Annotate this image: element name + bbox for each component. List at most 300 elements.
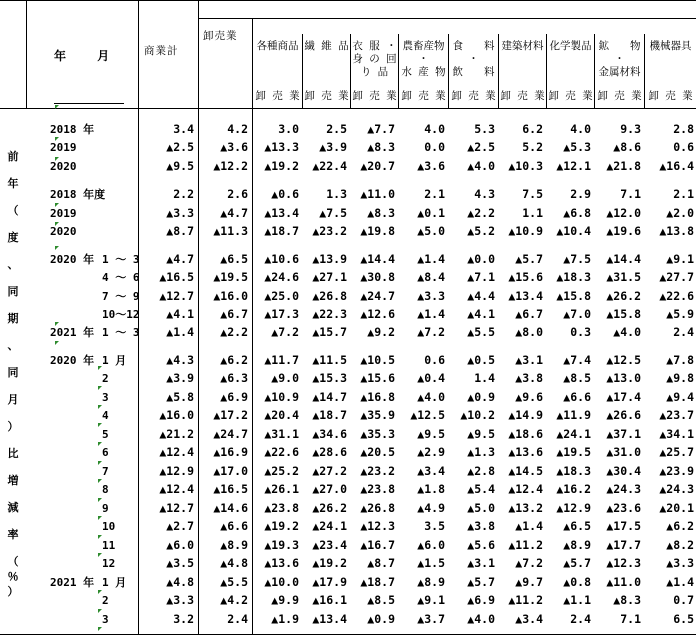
table-cell: ▲27.1 [312,270,347,284]
table-cell: 3.0 [278,122,299,136]
table-cell: ▲1.9 [271,612,299,626]
cell-marker-icon [98,609,102,613]
year-month-underline [54,103,124,104]
table-cell: ▲6.8 [563,206,591,220]
table-cell: ▲8.3 [613,593,641,607]
side-label-char: 、 [7,258,19,271]
table-cell: ▲6.2 [666,519,694,533]
table-cell: ▲3.3 [166,593,194,607]
col-header-4-top: 食 料 ・ 飲 料 [452,40,495,78]
table-cell: ▲24.6 [264,270,299,284]
table-cell: ▲17.0 [213,464,248,478]
table-cell: 3.5 [424,519,445,533]
table-cell: ▲6.5 [563,519,591,533]
table-cell: ▲10.3 [508,159,543,173]
table-cell: ▲23.2 [312,224,347,238]
table-cell: ▲5.7 [515,252,543,266]
row-period-label: 8 [102,483,109,496]
table-cell: ▲5.5 [467,325,495,339]
col-header-0-top: 各種商品 [256,40,299,52]
total-col-border [198,0,199,634]
table-cell: ▲8.5 [367,593,395,607]
table-cell: ▲23.8 [264,501,299,515]
table-cell: ▲20.1 [659,501,694,515]
table-cell: ▲10.6 [264,252,299,266]
table-cell: ▲3.6 [220,140,248,154]
table-cell: ▲0.8 [563,575,591,589]
col-header-3-top: 農畜産物 ・ 水 産 物 [401,40,446,78]
cell-marker-icon [98,553,102,557]
table-cell: ▲14.6 [213,501,248,515]
table-cell: ▲13.6 [264,556,299,570]
table-cell: ▲23.2 [360,464,395,478]
year-month-header: 年 月 [54,49,114,63]
table-cell: ▲8.9 [417,575,445,589]
col-header-3-bottom: 卸 売 業 [401,90,446,102]
cell-marker-icon [98,498,102,502]
table-cell: ▲5.3 [563,140,591,154]
cell-marker-icon [55,322,59,326]
table-cell: ▲9.4 [666,390,694,404]
table-cell: ▲16.0 [213,289,248,303]
table-cell: ▲15.8 [606,307,641,321]
table-cell: ▲11.5 [312,353,347,367]
table-cell: ▲16.5 [159,270,194,284]
table-cell: ▲19.5 [556,445,591,459]
row-period-label: 1 月 [102,354,127,367]
table-cell: ▲20.5 [360,445,395,459]
row-period-label: 9 [102,502,109,515]
table-cell: ▲27.0 [312,482,347,496]
col-header-8-top: 機械器具 [649,40,692,52]
table-cell: ▲37.1 [606,427,641,441]
table-cell: ▲12.3 [360,519,395,533]
table-cell: ▲9.1 [417,593,445,607]
table-cell: ▲13.3 [264,140,299,154]
table-cell: ▲15.3 [312,371,347,385]
table-cell: ▲23.9 [659,464,694,478]
table-cell: ▲0.0 [467,252,495,266]
table-cell: 1.1 [522,206,543,220]
table-cell: ▲31.5 [606,270,641,284]
col-header-1-top: 繊 維 品 [304,40,349,52]
row-year-label: 2020 [50,225,77,238]
table-cell: ▲18.7 [360,575,395,589]
table-top-border [0,0,696,1]
table-cell: ▲30.4 [606,464,641,478]
table-cell: ▲22.6 [659,289,694,303]
table-cell: 2.1 [673,187,694,201]
table-cell: ▲15.8 [556,289,591,303]
table-cell: ▲21.2 [159,427,194,441]
table-cell: ▲9.5 [467,427,495,441]
table-cell: 1.3 [326,187,347,201]
table-cell: ▲2.5 [166,140,194,154]
row-period-label: 10 [102,520,116,533]
table-cell: ▲35.3 [360,427,395,441]
table-cell: ▲3.1 [515,353,543,367]
row-period-label: 1 月 [102,576,127,589]
table-cell: ▲11.3 [213,224,248,238]
table-cell: ▲1.5 [417,556,445,570]
cell-marker-icon [55,137,59,141]
table-cell: ▲24.3 [606,482,641,496]
table-cell: ▲5.4 [467,482,495,496]
cell-marker-icon [98,516,102,520]
table-cell: ▲9.0 [271,371,299,385]
table-cell: ▲16.0 [159,408,194,422]
table-cell: ▲13.0 [606,371,641,385]
table-cell: 3.4 [173,122,194,136]
table-cell: ▲17.3 [264,307,299,321]
table-cell: ▲10.9 [264,390,299,404]
row-period-label: 7 ～ 9 [102,290,140,303]
table-cell: ▲1.4 [515,519,543,533]
table-cell: ▲18.3 [556,270,591,284]
table-cell: ▲9.8 [666,371,694,385]
table-cell: ▲1.4 [417,252,445,266]
table-cell: ▲12.0 [606,206,641,220]
table-cell: ▲2.9 [417,445,445,459]
table-cell: ▲5.5 [220,575,248,589]
table-cell: ▲8.2 [666,538,694,552]
table-cell: 6.2 [522,122,543,136]
table-cell: ▲4.0 [417,390,445,404]
col-header-4-bottom: 卸 売 業 [451,90,496,102]
table-cell: ▲0.9 [367,612,395,626]
table-cell: ▲4.4 [467,289,495,303]
table-cell: ▲12.4 [508,482,543,496]
row-year-label: 2018 年 [50,123,95,136]
table-bottom-border [0,634,696,635]
table-cell: ▲24.3 [659,482,694,496]
side-label-char: 同 [7,366,19,379]
table-cell: ▲7.8 [666,353,694,367]
table-cell: ▲11.0 [360,187,395,201]
table-cell: ▲6.3 [220,371,248,385]
table-cell: ▲23.6 [606,501,641,515]
table-cell: 2.4 [570,612,591,626]
header-bottom-border [0,108,696,109]
table-cell: ▲34.1 [659,427,694,441]
table-cell: ▲13.2 [508,501,543,515]
cell-marker-icon [55,157,59,161]
table-cell: 2.5 [326,122,347,136]
table-cell: ▲13.8 [659,224,694,238]
table-cell: ▲6.2 [220,353,248,367]
table-cell: ▲19.2 [264,519,299,533]
table-cell: ▲6.7 [220,307,248,321]
table-cell: ▲19.2 [264,159,299,173]
table-cell: 4.2 [227,122,248,136]
table-cell: ▲18.7 [312,408,347,422]
table-cell: ▲16.4 [659,159,694,173]
table-cell: ▲11.7 [264,353,299,367]
table-cell: ▲7.0 [563,307,591,321]
table-cell: ▲30.8 [360,270,395,284]
table-cell: ▲26.2 [606,289,641,303]
table-cell: ▲22.6 [264,445,299,459]
side-label-char: ％ [7,570,19,583]
table-cell: ▲12.7 [159,289,194,303]
side-label-char: （ [7,555,19,568]
table-cell: ▲17.4 [606,390,641,404]
commerce-total-header: 商業計 [144,45,179,57]
table-cell: ▲13.4 [312,612,347,626]
row-period-label: 7 [102,465,109,478]
table-cell: ▲26.6 [606,408,641,422]
col-header-5-bottom: 卸 売 業 [500,90,545,102]
table-cell: ▲25.2 [264,464,299,478]
table-cell: ▲2.0 [666,206,694,220]
side-label-char: ） [7,420,19,433]
table-cell: ▲3.5 [166,556,194,570]
table-cell: ▲10.5 [360,353,395,367]
table-cell: ▲13.4 [508,289,543,303]
table-cell: ▲4.9 [417,501,445,515]
table-cell: ▲3.3 [417,289,445,303]
table-cell: ▲10.9 [508,224,543,238]
col-header-6-bottom: 卸 売 業 [548,90,593,102]
col-header-7-bottom: 卸 売 業 [597,90,642,102]
table-cell: ▲2.2 [467,206,495,220]
side-label-char: 、 [7,339,19,352]
table-cell: ▲18.7 [264,224,299,238]
table-cell: ▲19.3 [264,538,299,552]
table-cell: ▲4.1 [166,307,194,321]
row-year-label: 2020 [50,160,77,173]
table-cell: 0.6 [424,353,445,367]
table-cell: ▲12.9 [556,501,591,515]
side-label-char: 度 [7,231,19,244]
side-label-char: 増 [7,474,19,487]
table-cell: ▲1.4 [417,307,445,321]
table-cell: ▲10.4 [556,224,591,238]
table-cell: ▲20.4 [264,408,299,422]
table-cell: ▲27.7 [659,270,694,284]
cell-marker-icon [98,366,102,370]
table-cell: ▲16.7 [360,538,395,552]
table-cell: ▲4.2 [220,593,248,607]
table-cell: ▲9.5 [417,427,445,441]
table-cell: ▲10.2 [460,408,495,422]
cell-marker-icon [55,341,59,345]
table-cell: ▲3.4 [417,464,445,478]
table-cell: ▲1.4 [166,325,194,339]
table-cell: ▲7.2 [515,556,543,570]
table-cell: 6.5 [673,612,694,626]
table-cell: ▲23.7 [659,408,694,422]
table-cell: ▲22.3 [312,307,347,321]
table-cell: ▲17.5 [606,519,641,533]
table-cell: ▲13.6 [508,445,543,459]
table-cell: ▲16.2 [556,482,591,496]
table-cell: ▲26.8 [312,289,347,303]
table-cell: ▲24.7 [360,289,395,303]
col-header-2-top: 衣 服 ・ 身 の 回 り 品 [352,40,397,78]
col-header-2-bottom: 卸 売 業 [352,90,397,102]
table-cell: ▲26.8 [360,501,395,515]
table-cell: ▲31.0 [606,445,641,459]
table-cell: ▲4.7 [220,206,248,220]
row-period-label: 6 [102,446,109,459]
side-label-char: 月 [7,393,19,406]
table-cell: ▲28.6 [312,445,347,459]
table-cell: ▲0.9 [467,390,495,404]
table-cell: ▲3.1 [467,556,495,570]
row-period-label: 4 [102,409,109,422]
col-header-1-bottom: 卸 売 業 [304,90,349,102]
table-cell: 7.1 [620,187,641,201]
cell-marker-icon [98,627,102,631]
wholesale-col-border [252,18,253,634]
table-cell: ▲20.7 [360,159,395,173]
table-cell: ▲13.9 [312,252,347,266]
table-cell: ▲0.6 [271,187,299,201]
col-header-8-bottom: 卸 売 業 [648,90,693,102]
table-cell: ▲3.7 [417,612,445,626]
table-cell: ▲15.6 [508,270,543,284]
table-cell: ▲12.5 [410,408,445,422]
table-cell: ▲14.5 [508,464,543,478]
table-cell: ▲14.9 [508,408,543,422]
table-cell: ▲9.2 [367,325,395,339]
row-year-label: 2021 年 [50,326,95,339]
table-cell: ▲12.4 [159,482,194,496]
cell-marker-icon [98,479,102,483]
table-cell: ▲34.6 [312,427,347,441]
table-cell: ▲7.2 [417,325,445,339]
table-cell: ▲26.2 [312,501,347,515]
table-cell: ▲4.8 [166,575,194,589]
table-cell: 4.0 [570,122,591,136]
table-cell: ▲6.9 [467,593,495,607]
table-cell: ▲7.4 [563,353,591,367]
table-cell: 3.2 [173,612,194,626]
table-cell: ▲8.3 [367,140,395,154]
table-cell: 2.9 [570,187,591,201]
table-cell: ▲1.4 [666,575,694,589]
table-cell: ▲19.6 [606,224,641,238]
cell-marker-icon [98,405,102,409]
table-cell: ▲5.7 [563,556,591,570]
table-cell: ▲5.6 [467,538,495,552]
cell-marker-icon [98,535,102,539]
table-cell: ▲6.6 [220,519,248,533]
table-cell: 0.3 [570,325,591,339]
table-cell: ▲16.5 [213,482,248,496]
cell-marker-icon [55,222,59,226]
table-cell: ▲4.8 [220,556,248,570]
table-cell: ▲14.4 [606,252,641,266]
table-cell: ▲5.9 [666,307,694,321]
table-cell: 2.1 [424,187,445,201]
table-cell: ▲9.5 [166,159,194,173]
table-cell: ▲17.7 [606,538,641,552]
row-period-label: 12 [102,557,116,570]
table-cell: ▲6.5 [220,252,248,266]
table-cell: ▲24.7 [213,427,248,441]
cell-marker-icon [55,203,59,207]
table-cell: ▲19.5 [213,270,248,284]
table-cell: ▲31.1 [264,427,299,441]
row-period-label: 3 [102,391,109,404]
table-cell: ▲9.1 [666,252,694,266]
table-cell: ▲8.9 [563,538,591,552]
table-cell: ▲12.2 [213,159,248,173]
table-cell: ▲0.4 [417,371,445,385]
row-period-label: 5 [102,428,109,441]
table-cell: ▲0.1 [417,206,445,220]
row-year-label: 2021 年 [50,576,95,589]
table-cell: 5.2 [522,140,543,154]
side-label-char: 率 [7,528,19,541]
side-label-char: 同 [7,285,19,298]
table-cell: 1.4 [474,371,495,385]
table-cell: ▲17.9 [312,575,347,589]
table-cell: ▲8.7 [367,556,395,570]
table-cell: ▲5.0 [467,501,495,515]
side-label-char: 期 [7,312,19,325]
table-cell: ▲15.7 [312,325,347,339]
table-cell: ▲10.0 [264,575,299,589]
row-year-label: 2020 年 [50,253,95,266]
table-cell: ▲3.8 [515,371,543,385]
table-cell: ▲6.0 [417,538,445,552]
wholesale-header: 卸売業 [203,30,238,42]
table-cell: ▲18.3 [556,464,591,478]
col-header-6-top: 化学製品 [549,40,592,52]
table-cell: ▲5.2 [467,224,495,238]
table-cell: ▲24.1 [556,427,591,441]
col-header-7-top: 鉱 物 ・ 金属材料 [598,40,641,78]
side-label-char: （ [7,204,19,217]
table-cell: ▲4.0 [467,159,495,173]
table-cell: ▲7.7 [367,122,395,136]
table-cell: ▲25.7 [659,445,694,459]
table-cell: ▲0.5 [467,353,495,367]
row-year-label: 2018 年度 [50,188,106,201]
table-cell: ▲7.5 [563,252,591,266]
table-cell: ▲18.6 [508,427,543,441]
row-period-label: 10～12 [102,308,140,321]
table-cell: 0.7 [673,593,694,607]
row-period-label: 2 [102,372,109,385]
table-cell: ▲24.1 [312,519,347,533]
table-cell: ▲26.1 [264,482,299,496]
table-cell: ▲3.8 [467,519,495,533]
table-cell: ▲4.0 [613,325,641,339]
side-label-char: 比 [7,447,19,460]
table-cell: ▲13.4 [264,206,299,220]
row-period-label: 1 ～ 3 [102,326,140,339]
table-cell: ▲5.8 [166,390,194,404]
table-cell: 4.0 [424,122,445,136]
table-cell: ▲19.2 [312,556,347,570]
table-cell: 0.6 [673,140,694,154]
table-cell: ▲9.7 [515,575,543,589]
table-cell: ▲6.6 [563,390,591,404]
table-cell: ▲12.6 [360,307,395,321]
row-period-label: 2 [102,594,109,607]
cell-marker-icon [98,461,102,465]
table-cell: ▲25.0 [264,289,299,303]
table-cell: ▲6.7 [515,307,543,321]
table-cell: ▲11.9 [556,408,591,422]
table-cell: 9.3 [620,122,641,136]
table-cell: ▲16.8 [360,390,395,404]
table-cell: ▲5.7 [467,575,495,589]
